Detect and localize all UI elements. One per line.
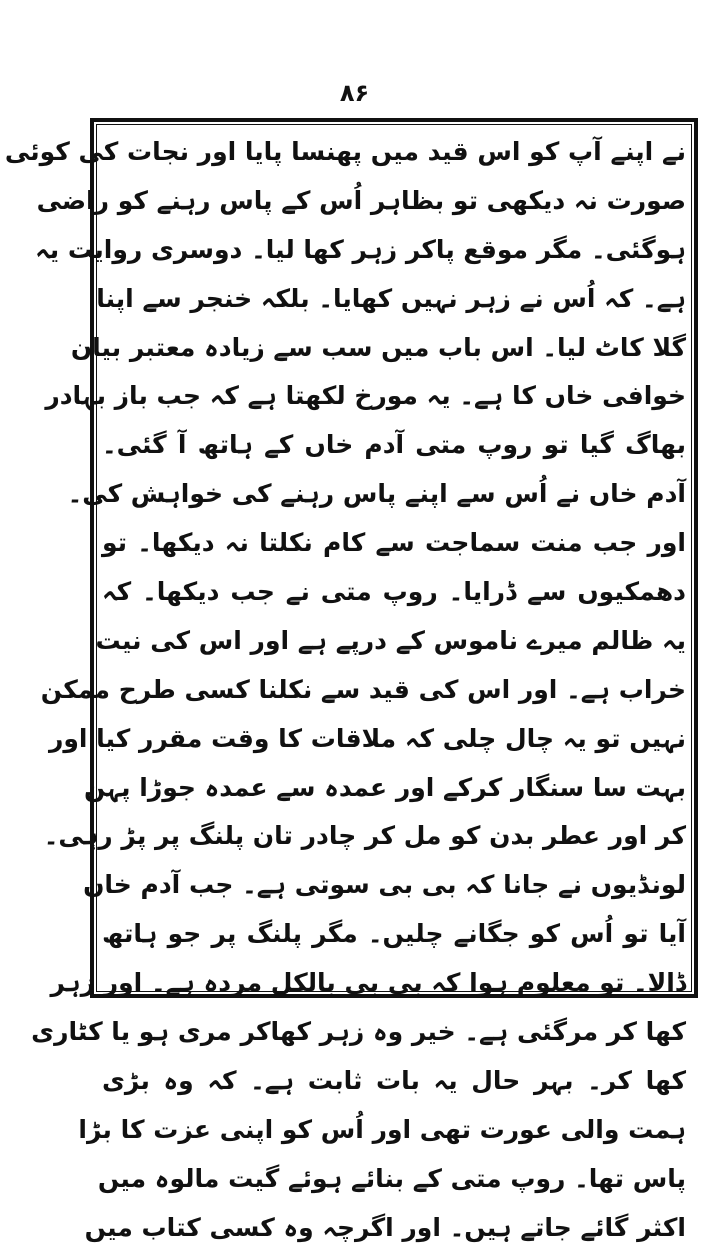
text-line: اکثر گائے جاتے ہیں۔ اور اگرچہ وہ کسی کتاب میں xyxy=(84,1212,686,1242)
text-line: آدم خاں نے اُس سے اپنے پاس رہنے کی خواہش کی۔ xyxy=(67,479,686,509)
text-line: اور جب منت سماجت سے کام نکلتا نہ دیکھا۔ تو xyxy=(102,528,686,558)
text-line: ہوگئی۔ مگر موقع پاکر زہر کھا لیا۔ دوسری روایت یہ xyxy=(35,234,686,264)
text-line: خراب ہے۔ اور اس کی قید سے نکلنا کسی طرح ممکن xyxy=(40,674,686,704)
text-line: خوافی خاں کا ہے۔ یہ مورخ لکھتا ہے کہ جب باز بہادر xyxy=(45,381,686,411)
text-line: نہیں تو یہ چال چلی کہ ملاقات کا وقت مقرر کیا اور xyxy=(48,723,686,753)
text-line: پاس تھا۔ روپ متی کے بنائے ہوئے گیت مالوہ میں xyxy=(97,1163,686,1193)
text-line: نے اپنے آپ کو اس قید میں پھنسا پایا اور نجات کی کوئی xyxy=(4,137,686,166)
text-line: گلا کاٹ لیا۔ اس باب میں سب سے زیادہ معتبر بیان xyxy=(70,332,686,362)
text-line: لونڈیوں نے جانا کہ بی بی سوتی ہے۔ جب آدم خاں xyxy=(83,870,686,900)
text-line: ڈالا۔ تو معلوم ہوا کہ بی بی بالکل مردہ ہے۔ اور زہر xyxy=(50,968,686,998)
page-body-text xyxy=(4,128,690,1252)
text-line: دھمکیوں سے ڈرایا۔ روپ متی نے جب دیکھا۔ کہ xyxy=(102,577,686,607)
text-line: ہمت والی عورت تھی اور اُس کو اپنی عزت کا بڑا xyxy=(78,1114,686,1144)
text-line: کھا کر۔ بہر حال یہ بات ثابت ہے۔ کہ وہ بڑی xyxy=(102,1065,686,1095)
text-line: بہت سا سنگار کرکے اور عمدہ سے عمدہ جوڑا پہن xyxy=(84,772,686,802)
text-line: کھا کر مرگئی ہے۔ خیر وہ زہر کھاکر مری ہو یا کٹاری xyxy=(31,1017,686,1047)
page-number: ۸۶ xyxy=(339,79,370,107)
text-line: صورت نہ دیکھی تو بظاہر اُس کے پاس رہنے کو راضی xyxy=(36,185,686,215)
text-line: ہے۔ کہ اُس نے زہر نہیں کھایا۔ بلکہ خنجر سے اپنا xyxy=(96,283,686,313)
text-line: بھاگ گیا تو روپ متی آدم خاں کے ہاتھ آ گئی۔ xyxy=(102,430,686,460)
text-line: کر اور عطر بدن کو مل کر چادر تان پلنگ پر پڑ رہی۔ xyxy=(43,821,686,851)
text-line: یہ ظالم میرے ناموس کے درپے ہے اور اس کی نیت xyxy=(95,625,686,655)
text-line: آیا تو اُس کو جگانے چلیں۔ مگر پلنگ پر جو ہاتھ xyxy=(102,919,686,949)
